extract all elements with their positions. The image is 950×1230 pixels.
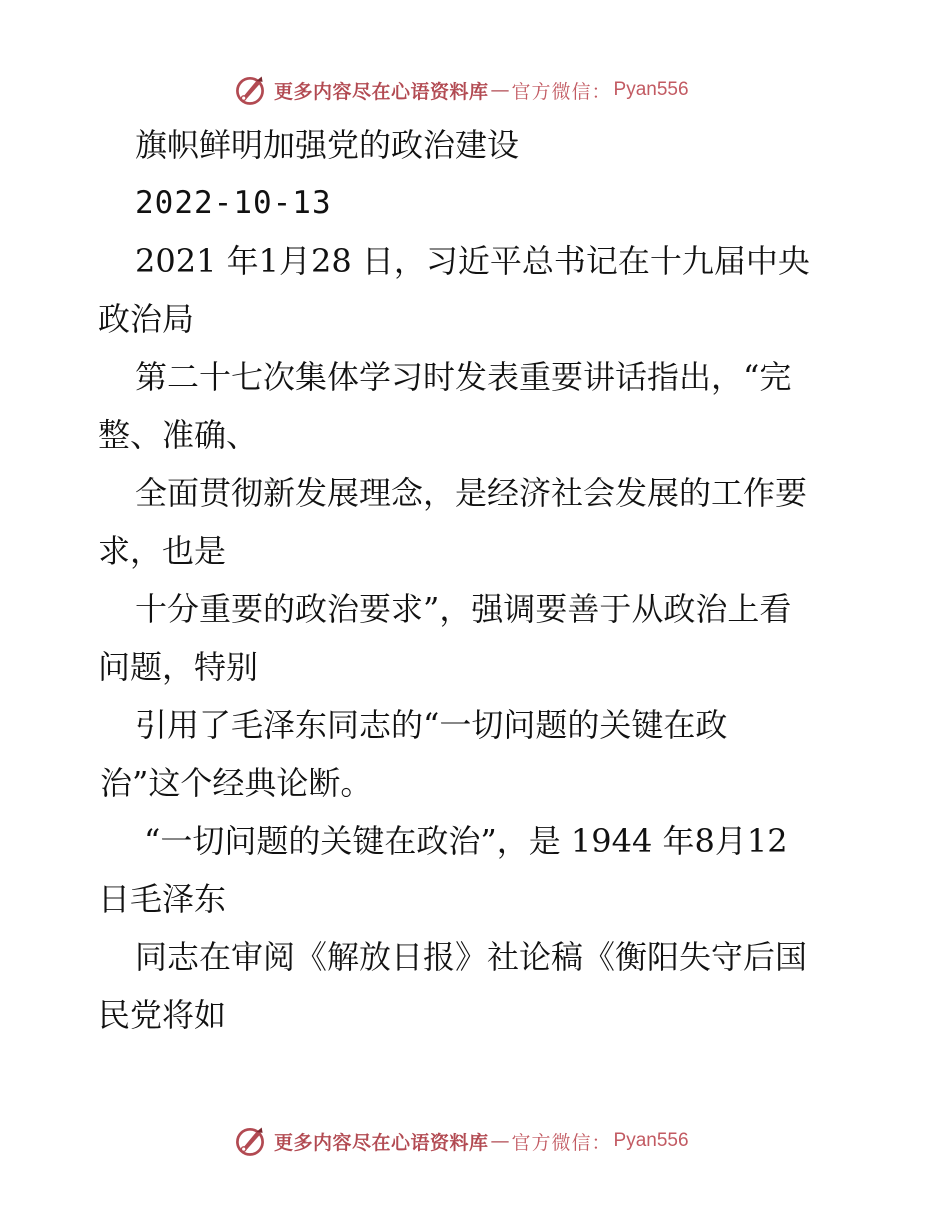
article-line: 引用了毛泽东同志的“一切问题的关键在政 [135,706,728,744]
article-line: 求，也是 [98,532,227,570]
watermark-wechat-id: Pyan556 [613,79,689,100]
article-line: “一切问题的关键在政治”，是 1944 年8月12 [144,822,788,860]
watermark-header [232,70,689,110]
watermark-wechat-label: 官方微信： [511,80,612,103]
article-line: 治”这个经典论断。 [100,764,373,802]
article-line: 全面贯彻新发展理念，是经济社会发展的工作要 [135,474,808,512]
article-line: 同志在审阅《解放日报》社论稿《衡阳失守后国 [135,938,808,976]
article-line: 2021 年1月28 日，习近平总书记在十九届中央 [135,242,810,280]
article-line: 十分重要的政治要求”，强调要善于从政治上看 [135,590,792,628]
article-body [98,116,858,1044]
quill-pen-logo-icon [232,72,268,108]
quill-pen-logo-icon [232,1123,268,1159]
article-line: 民党将如 [98,996,227,1034]
article-date: 2022-10-13 [135,185,332,221]
watermark-wechat-id: Pyan556 [613,1130,689,1151]
article-line: 日毛泽东 [98,880,227,918]
article-line: 第二十七次集体学习时发表重要讲话指出，“完 [135,358,792,396]
article-line: 问题，特别 [98,648,259,686]
article-line: 政治局 [98,300,195,338]
watermark-separator: — [490,79,510,101]
watermark-main-text: 更多内容尽在心语资料库 [274,80,489,103]
watermark-separator: — [490,1130,510,1152]
article-line: 整、准确、 [98,416,259,454]
watermark-wechat-label: 官方微信： [511,1131,612,1154]
watermark-footer [232,1121,689,1161]
watermark-main-text: 更多内容尽在心语资料库 [274,1131,489,1154]
article-title: 旗帜鲜明加强党的政治建设 [135,126,520,164]
